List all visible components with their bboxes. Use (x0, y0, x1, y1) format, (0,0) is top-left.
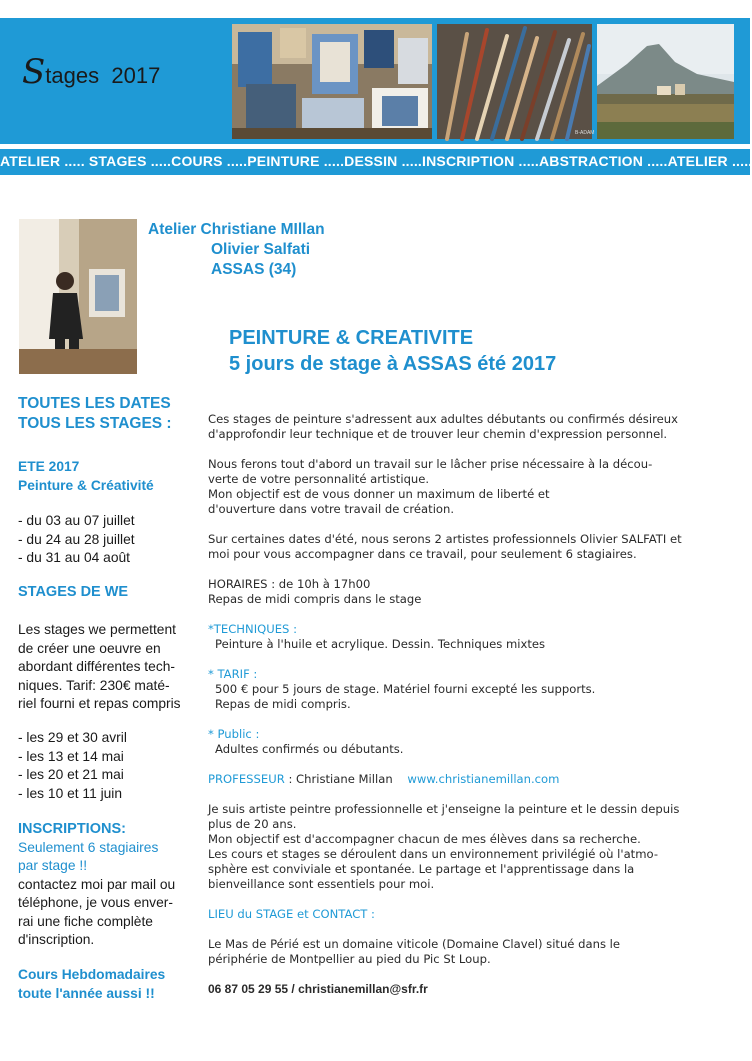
inscriptions-limit-2: par stage !! (18, 858, 88, 873)
professeur-label: PROFESSEUR (208, 772, 285, 786)
text-line: plus de 20 ans. (208, 817, 297, 831)
public-text: Adultes confirmés ou débutants. (215, 742, 404, 756)
list-item: - les 20 et 21 mai (18, 767, 124, 782)
lieu-label: LIEU du STAGE et CONTACT : (208, 907, 375, 921)
section-professeur (208, 772, 728, 787)
headline-title: PEINTURE & CREATIVITE (229, 327, 474, 349)
text-line: Nous ferons tout d'abord un travail sur le lâcher prise nécessaire à la décou- (208, 457, 653, 471)
section-tarif (208, 667, 728, 712)
photo-caption: B-ADAM (575, 130, 595, 136)
landscape-photo (597, 24, 734, 139)
logo (22, 52, 160, 92)
inscriptions-text-line: rai une fiche complète (18, 913, 153, 929)
inscriptions-text-line: téléphone, je vous enver- (18, 895, 173, 910)
text-line: d'ouverture dans votre travail de création. (208, 502, 455, 516)
section-techniques (208, 622, 728, 652)
paragraph-lieu (208, 937, 728, 967)
we-text-line: Les stages we permettent (18, 622, 176, 637)
nav-links[interactable]: ATELIER ..... STAGES .....COURS .....PEINTURE .....DESSIN .....INSCRIPTION .....ABSTRACTION .....ATELIER ..... (0, 153, 752, 169)
dates-heading-1: TOUTES LES DATES (18, 395, 171, 412)
text-line: Sur certaines dates d'été, nous serons 2 artistes professionnels Olivier SALFATI et (208, 532, 682, 546)
contact-info[interactable]: 06 87 05 29 55 / christianemillan@sfr.fr (208, 982, 428, 996)
list-item: - les 29 et 30 avril (18, 730, 127, 745)
headline-subtitle: 5 jours de stage à ASSAS été 2017 (229, 353, 557, 375)
intro-artist: Olivier Salfati (211, 241, 311, 258)
text-line: moi pour vous accompagner dans ce travail, pour seulement 6 stagiaires. (208, 547, 637, 561)
text-line: périphérie de Montpellier au pied du Pic St Loup. (208, 952, 491, 966)
text-line: Mon objectif est de vous donner un maximum de liberté et (208, 487, 550, 501)
list-item: - du 24 au 28 juillet (18, 531, 135, 547)
dates-heading-2: TOUS LES STAGES : (18, 415, 172, 432)
ete-dates-list (18, 512, 135, 568)
list-item: - les 10 et 11 juin (18, 785, 123, 801)
text-line: bienveillance sont essentiels pour moi. (208, 877, 435, 891)
intro-block (148, 220, 325, 280)
logo-text: tages (45, 63, 100, 88)
inscriptions-text-line: d'inscription. (18, 932, 95, 947)
headline (229, 325, 556, 377)
we-text-line: de créer une oeuvre en (18, 640, 161, 656)
professeur-name: : Christiane Millan (284, 772, 393, 786)
text-line: d'approfondir leur technique et de trouver leur chemin d'expression personnel. (208, 427, 668, 441)
text-line: Les cours et stages se déroulent dans un environnement privilégié où l'atmo- (208, 847, 659, 861)
inscriptions-heading: INSCRIPTIONS: (18, 821, 126, 837)
paint-brushes-photo (437, 24, 595, 139)
ete-title: ETE 2017 (18, 459, 80, 474)
main-text (208, 412, 728, 997)
we-text-line: abordant différentes tech- (18, 659, 175, 674)
text-line: Repas de midi compris. (215, 697, 351, 711)
tarif-label: * TARIF : (208, 667, 258, 681)
intro-atelier: Atelier Christiane MIllan (148, 221, 325, 238)
artist-studio-photo (19, 219, 137, 374)
text-line: Mon objectif est d'accompagner chacun de mes élèves dans sa recherche. (208, 832, 641, 846)
we-description (18, 621, 181, 714)
text-line: sphère est conviviale et spontanée. Le partage et l'apprentissage dans la (208, 862, 635, 876)
list-item: - les 13 et 14 mai (18, 748, 124, 764)
intro-location: ASSAS (34) (211, 261, 297, 278)
weekly-classes-1: Cours Hebdomadaires (18, 967, 166, 982)
text-line: Ces stages de peinture s'adressent aux adultes débutants ou confirmés désireux (208, 412, 678, 426)
inscriptions-block (18, 820, 175, 950)
text-line: 500 € pour 5 jours de stage. Matériel fourni excepté les supports. (215, 682, 596, 696)
ete-subtitle: Peinture & Créativité (18, 477, 154, 493)
public-label: * Public : (208, 727, 260, 741)
list-item: - du 03 au 07 juillet (18, 513, 135, 528)
inscriptions-text-line: contactez moi par mail ou (18, 876, 176, 892)
text-line: HORAIRES : de 10h à 17h00 (208, 577, 371, 591)
list-item: - du 31 au 04 août (18, 550, 130, 565)
text-line: Le Mas de Périé est un domaine viticole (Domaine Clavel) situé dans le (208, 937, 621, 951)
we-text-line: niques. Tarif: 230€ maté- (18, 677, 170, 693)
techniques-text: Peinture à l'huile et acrylique. Dessin. Techniques mixtes (215, 637, 546, 651)
text-line: Je suis artiste peintre professionnelle et j'enseigne la peinture et le dessin depuis (208, 802, 680, 816)
paragraph-bio (208, 802, 728, 892)
paragraph-schedule (208, 577, 728, 607)
text-line: Repas de midi compris dans le stage (208, 592, 422, 606)
weekly-classes (18, 966, 165, 1003)
ete-heading (18, 458, 154, 495)
studio-paintings-photo (232, 24, 432, 139)
we-heading: STAGES DE WE (18, 584, 129, 600)
weekly-classes-2: toute l'année aussi !! (18, 985, 155, 1001)
text-line: verte de votre personnalité artistique. (208, 472, 430, 486)
dates-heading (18, 394, 172, 434)
logo-year: 2017 (111, 63, 161, 88)
paragraph-artists (208, 532, 728, 562)
website-link[interactable]: www.christianemillan.com (407, 772, 560, 786)
section-public (208, 727, 728, 757)
logo-initial: S (22, 52, 46, 92)
paragraph-approach (208, 457, 728, 517)
techniques-label: *TECHNIQUES : (208, 622, 297, 636)
we-text-line: riel fourni et repas compris (18, 696, 181, 711)
we-dates-list (18, 729, 127, 803)
inscriptions-limit-1: Seulement 6 stagiaires (18, 839, 159, 855)
paragraph-audience (208, 412, 728, 442)
